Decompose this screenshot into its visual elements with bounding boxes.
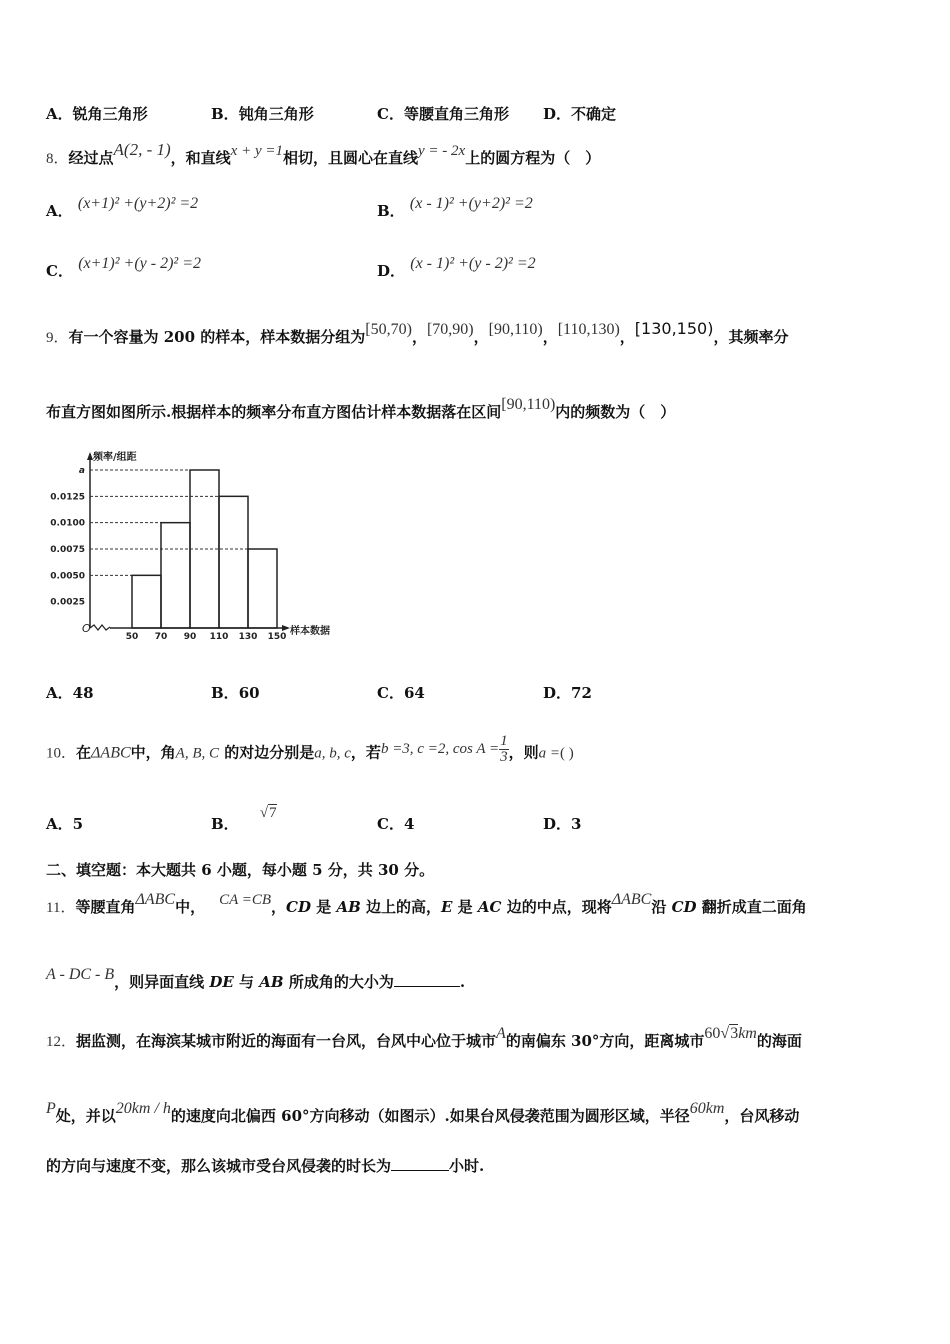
stem-text: 的南偏东 30°方向，距离城市 (505, 1032, 705, 1050)
stem-text: 在 (76, 743, 92, 762)
interval: [70,90) (426, 321, 474, 338)
q9-option-c[interactable] (377, 682, 425, 703)
q12-stem-line2 (46, 1100, 800, 1126)
stem-text: 的对边分别是 (224, 743, 315, 762)
stem-text: 的方向与速度不变，那么该城市受台风侵袭的时长为 (46, 1157, 392, 1175)
separator: ， (542, 328, 558, 346)
stem-text: 相切，且圆心在直线 (282, 149, 418, 167)
option-letter: C． (377, 105, 404, 123)
option-text: 钝角三角形 (238, 105, 314, 123)
unknown-a: a = (538, 745, 560, 762)
q10-option-b[interactable] (211, 805, 277, 834)
q12-stem-line1 (46, 1025, 802, 1051)
fraction-numerator: 1 (500, 733, 508, 749)
distance (704, 1023, 756, 1042)
sqrt-icon: √ (259, 805, 269, 821)
option-letter: B． (211, 815, 239, 833)
line-equation: x + y =1 (230, 143, 283, 159)
interval: [90,110) (501, 396, 556, 413)
stem-text: 布直方图如图所示.根据样本的频率分布直方图估计样本数据落在区间 (46, 403, 502, 421)
question-number: 12． (46, 1034, 77, 1050)
q11-stem-line1 (46, 891, 807, 917)
stem-text: 的速度向北偏西 60°方向移动（如图示）.如果台风侵袭范围为圆形区域，半径 (170, 1107, 690, 1125)
center-line-equation: y = - 2x (418, 143, 466, 159)
dihedral-angle: A - DC - B (46, 966, 115, 983)
q9-option-b[interactable] (211, 682, 260, 703)
frequency-histogram (40, 448, 350, 648)
q9-option-d[interactable] (543, 682, 592, 703)
option-letter: A． (46, 815, 73, 833)
y-axis-label: 频率/组距 (93, 452, 137, 463)
histogram-bar (219, 496, 248, 628)
q8-stem (46, 140, 601, 168)
triangle-label: ΔABC (91, 744, 131, 762)
histogram-bar (190, 470, 219, 628)
triangle-label: ΔABC (135, 891, 176, 908)
histogram-bar (132, 575, 161, 628)
interval: [90,110) (488, 321, 543, 338)
q10-option-c[interactable] (377, 813, 414, 834)
stem-text: 边上的高， (360, 898, 442, 916)
option-text: 64 (403, 684, 425, 702)
y-tick-label: a (78, 466, 85, 476)
option-letter: B． (377, 202, 405, 220)
q8-option-d[interactable] (377, 255, 536, 281)
given-values: b =3, c =2, cos A = (380, 740, 500, 757)
option-letter: D． (543, 815, 572, 833)
stem-text: 处，并以 (55, 1107, 116, 1125)
answer-paren: ( ) (559, 745, 574, 762)
q7-option-a[interactable] (46, 103, 148, 124)
histogram-bar (161, 523, 190, 628)
segment-ab: AB (336, 898, 361, 916)
point-p: P (46, 1100, 56, 1117)
y-tick-label: 0.0025 (50, 597, 85, 608)
question-number: 8． (46, 151, 69, 167)
option-text: 48 (72, 684, 94, 702)
stem-text: ，则异面直线 (114, 973, 210, 991)
option-text: 72 (571, 684, 592, 702)
option-letter: D． (543, 105, 572, 123)
stem-text: ，则 (508, 743, 539, 762)
x-tick-label: 90 (183, 632, 197, 642)
section-heading: 二、填空题：本大题共 6 小题，每小题 5 分，共 30 分。 (46, 861, 435, 879)
segment-de: DE (209, 973, 234, 991)
side-labels: a, b, c (314, 745, 351, 762)
stem-text: 小时. (449, 1157, 485, 1175)
y-tick-label: 0.0075 (50, 545, 85, 555)
option-text: 不确定 (571, 105, 617, 123)
stem-text: 中，角 (130, 743, 176, 762)
histogram-bar (248, 549, 277, 628)
axis-break-icon (90, 625, 110, 630)
stem-text: ，台风移动 (724, 1107, 800, 1125)
segment-cd: CD (286, 898, 311, 916)
y-tick-label: 0.0100 (50, 518, 85, 529)
q9-stem-line2 (46, 396, 676, 422)
stem-text: 所成角的大小为 (283, 973, 394, 991)
answer-blank[interactable] (391, 1170, 449, 1171)
stem-text: ，其频率分 (713, 328, 789, 346)
option-letter: C． (377, 684, 404, 702)
option-text: 4 (403, 815, 415, 833)
q9-option-a[interactable] (46, 682, 94, 703)
x-tick-label: 50 (125, 632, 139, 642)
q8-option-c[interactable] (46, 255, 202, 281)
stem-text: 翻折成直二面角 (696, 898, 807, 916)
radius: 60km (689, 1100, 725, 1117)
fraction-denominator: 3 (500, 749, 508, 765)
option-letter: C． (46, 262, 73, 280)
stem-text: 与 (233, 973, 260, 991)
q10-option-a[interactable] (46, 813, 83, 834)
stem-text: 上的圆方程为（ ） (465, 149, 601, 167)
separator: ， (619, 328, 635, 346)
q10-stem (46, 733, 574, 769)
option-letter: D． (543, 684, 572, 702)
stem-text: 等腰直角 (75, 898, 136, 916)
option-equation: (x+1)² +(y+2)² =2 (77, 195, 199, 212)
equal-sides: CA =CB (219, 892, 272, 908)
q12-stem-line3 (46, 1155, 484, 1176)
point-e: E (441, 898, 453, 916)
interval: [50,70) (365, 321, 412, 338)
q7-option-b[interactable] (211, 103, 314, 124)
stem-text: . (459, 973, 466, 991)
x-tick-label: 110 (209, 632, 229, 642)
option-text: 60 (238, 684, 260, 702)
stem-text: 的海面 (756, 1032, 802, 1050)
x-tick-label: 150 (267, 632, 287, 642)
segment-ac: AC (477, 898, 502, 916)
question-number: 9． (46, 330, 69, 346)
option-letter: C． (377, 815, 404, 833)
option-letter: A． (46, 202, 73, 220)
q9-stem-line1 (46, 319, 789, 347)
q7-option-c[interactable] (377, 103, 509, 124)
stem-text: 边的中点，现将 (501, 898, 612, 916)
question-number: 10． (46, 745, 77, 762)
stem-text: ，若 (350, 743, 381, 762)
q11-stem-line2 (46, 966, 466, 992)
radicand: 3 (730, 1025, 739, 1042)
option-text: 锐角三角形 (72, 105, 148, 123)
q10-option-d[interactable] (543, 813, 581, 834)
option-equation: (x - 1)² +(y+2)² =2 (409, 195, 533, 212)
stem-text: ， (271, 898, 287, 916)
option-text: 等腰直角三角形 (403, 105, 509, 123)
answer-blank[interactable] (394, 986, 460, 987)
triangle-label: ΔABC (611, 891, 652, 908)
x-axis-arrow-icon (282, 625, 290, 631)
origin-label: O (82, 622, 91, 635)
option-letter: B． (211, 105, 239, 123)
q8-option-b[interactable] (377, 195, 533, 221)
angle-labels: A, B, C (175, 745, 219, 762)
stem-text: 有一个容量为 200 的样本，样本数据分组为 (68, 328, 366, 346)
radicand: 7 (269, 805, 277, 821)
x-tick-label: 130 (238, 632, 258, 642)
y-tick-label: 0.0050 (50, 571, 85, 582)
option-equation: (x - 1)² +(y - 2)² =2 (410, 255, 536, 272)
option-letter: B． (211, 684, 239, 702)
y-tick-label: 0.0125 (50, 492, 85, 503)
q7-option-d[interactable] (543, 103, 616, 124)
option-text: 5 (72, 815, 84, 833)
city-a: A (496, 1025, 506, 1042)
question-number: 11． (46, 900, 76, 916)
interval: [130,150) (634, 319, 714, 338)
stem-text: 是 (452, 898, 478, 916)
option-letter: A． (46, 105, 73, 123)
segment-cd: CD (671, 898, 697, 916)
stem-text: 中， (175, 898, 206, 916)
stem-text: 经过点 (68, 149, 114, 167)
sqrt-seven (260, 805, 277, 821)
option-equation: (x+1)² +(y - 2)² =2 (78, 255, 202, 272)
stem-text: 据监测，在海滨某城市附近的海面有一台风，台风中心位于城市 (76, 1032, 497, 1050)
option-text: 3 (571, 815, 582, 833)
point-a: A(2, - 1) (113, 140, 171, 159)
x-tick-label: 70 (154, 632, 168, 642)
option-letter: A． (46, 684, 73, 702)
option-letter: D． (377, 262, 406, 280)
stem-text: 是 (311, 898, 337, 916)
separator: ， (473, 328, 489, 346)
cos-fraction (499, 734, 509, 765)
distance-unit: km (738, 1025, 757, 1042)
interval: [110,130) (557, 321, 620, 338)
separator: ， (411, 328, 427, 346)
speed: 20km / h (115, 1100, 171, 1117)
stem-text: 沿 (651, 898, 672, 916)
sqrt-icon: √ (720, 1025, 730, 1042)
stem-text: 内的频数为（ ） (555, 403, 676, 421)
x-axis-label: 样本数据 (290, 626, 330, 637)
distance-coefficient: 60 (704, 1025, 721, 1042)
segment-ab: AB (259, 973, 284, 991)
stem-text: ，和直线 (170, 149, 231, 167)
q8-option-a[interactable] (46, 195, 199, 221)
